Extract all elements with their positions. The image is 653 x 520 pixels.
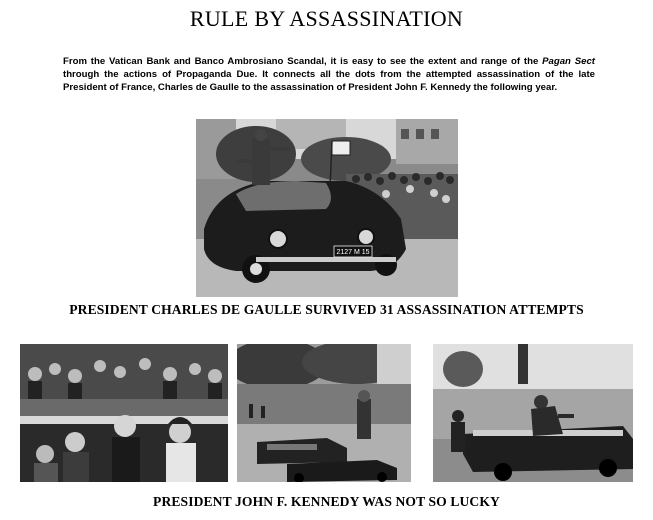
page-title: RULE BY ASSASSINATION [189, 6, 464, 31]
kennedy-motorcade-photo [20, 344, 228, 482]
kennedy-caption: PRESIDENT JOHN F. KENNEDY WAS NOT SO LUCKY [153, 494, 500, 509]
intro-paragraph [63, 55, 595, 94]
license-plate-text: 2127 M 15 [336, 249, 370, 256]
degaulle-caption: PRESIDENT CHARLES DE GAULLE SURVIVED 31 ASSASSINATION ATTEMPTS [69, 302, 584, 317]
intro-text-part1: From the Vatican Bank and Banco Ambrosiano Scandal, it is easy to see the extent and range of the [63, 56, 543, 67]
degaulle-motorcade-photo [196, 119, 458, 297]
dealey-plaza-photo [237, 344, 411, 482]
intro-text-italic: Pagan Sect [542, 56, 595, 67]
limousine-photo [433, 344, 633, 482]
intro-text-part2: through the actions of Propaganda Due. It connects all the dots from the attempted assassination of the late President of France, Charles de Gaulle to the assassination of President John F. Kennedy the following year. [63, 69, 595, 93]
